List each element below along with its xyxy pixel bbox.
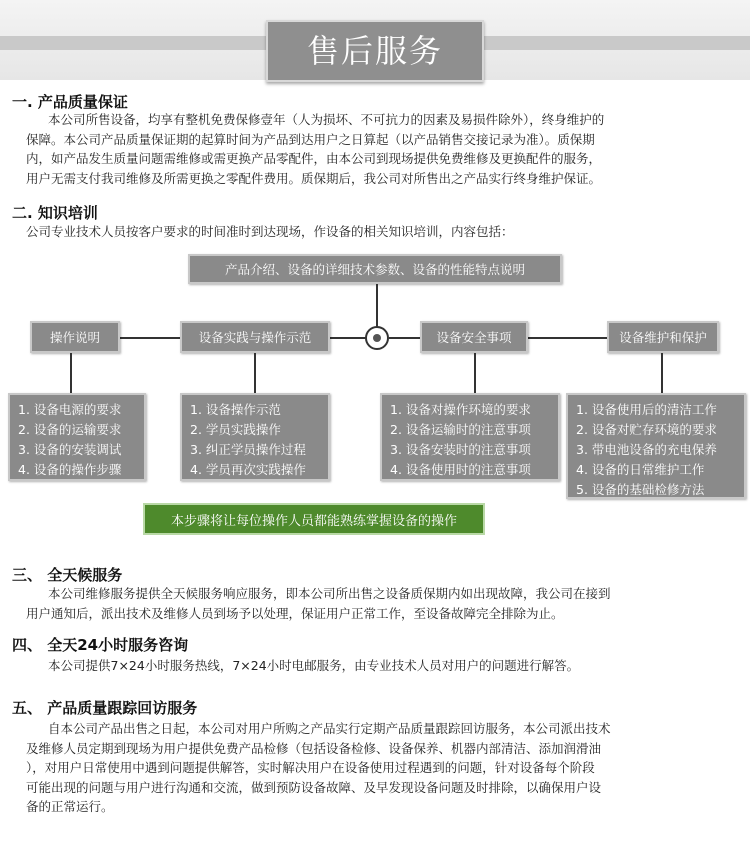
connector-line [661, 353, 663, 393]
detail-list-safety [380, 393, 560, 481]
connector-line [70, 353, 72, 393]
list-item: 2. 设备对贮存环境的要求 [576, 422, 717, 437]
list-item: 4. 设备的日常维护工作 [576, 462, 705, 477]
category-box-safety: 设备安全事项 [420, 321, 528, 353]
section-title-training: 二. 知识培训 [12, 204, 98, 222]
category-box-maintenance: 设备维护和保护 [607, 321, 719, 353]
list-item: 1. 设备对操作环境的要求 [390, 402, 531, 417]
detail-list-practice [180, 393, 330, 481]
list-item: 1. 设备电源的要求 [18, 402, 122, 417]
section-title-hotline: 四、 全天24小时服务咨询 [12, 636, 189, 654]
connector-line [474, 353, 476, 393]
paragraph-line: 备的正常运行。 [26, 799, 114, 814]
paragraph-line: 用户通知后，派出技术及维修人员到场予以处理，保证用户正常工作，至设备故障完全排除为止。 [26, 605, 564, 621]
section-body-quality [26, 110, 604, 188]
paragraph-line: 保障。本公司产品质量保证期的起算时间为产品到达用户之日算起（以产品销售交接记录为准）。质保期 [26, 131, 595, 147]
paragraph-line: 及维修人员定期到现场为用户提供免费产品检修（包括设备检修、设备保养、机器内部清洁、添加润滑油 [26, 740, 602, 756]
list-item: 2. 学员实践操作 [190, 422, 281, 437]
section-title-allday: 三、 全天候服务 [12, 566, 123, 584]
detail-list-operation [8, 393, 146, 481]
list-item: 4. 设备使用时的注意事项 [390, 462, 531, 477]
list-item: 3. 纠正学员操作过程 [190, 442, 306, 457]
section-body-followup [26, 719, 611, 817]
list-item: 1. 设备操作示范 [190, 402, 281, 417]
list-item: 5. 设备的基础检修方法 [576, 482, 705, 497]
connector-line [254, 353, 256, 393]
category-box-practice: 设备实践与操作示范 [180, 321, 330, 353]
list-item: 4. 学员再次实践操作 [190, 462, 306, 477]
list-item: 3. 设备安装时的注意事项 [390, 442, 531, 457]
section-title-followup: 五、 产品质量跟踪回访服务 [12, 699, 198, 717]
paragraph-line: 内，如产品发生质量问题需维修或需更换产品零配件，由本公司到现场提供免费维修及更换配件的服务， [26, 151, 602, 166]
category-box-operation: 操作说明 [30, 321, 120, 353]
paragraph-line: 自本公司产品出售之日起，本公司对用户所购之产品实行定期产品质量跟踪回访服务，本公司派出技术 [48, 721, 611, 736]
diagram-summary-box: 本步骤将让每位操作人员都能熟练掌握设备的操作 [143, 503, 485, 535]
page-title: 售后服务 [266, 20, 484, 82]
section-body-hotline [26, 656, 579, 676]
paragraph-line: 公司专业技术人员按客户要求的时间准时到达现场，作设备的相关知识培训，内容包括： [26, 224, 514, 239]
section-body-allday [26, 584, 611, 623]
detail-list-maintenance [566, 393, 746, 499]
paragraph-line: 本公司提供7×24小时服务热线，7×24小时电邮服务，由专业技术人员对用户的问题进行解答。 [48, 658, 580, 673]
list-item: 3. 设备的安装调试 [18, 442, 122, 457]
list-item: 3. 带电池设备的充电保养 [576, 442, 717, 457]
list-item: 1. 设备使用后的清洁工作 [576, 402, 717, 417]
paragraph-line: ），对用户日常使用中遇到问题提供解答，实时解决用户在设备使用过程遇到的问题，针对设备每个阶段 [26, 760, 595, 775]
section-body-training [26, 222, 514, 242]
connector-line [376, 284, 378, 327]
paragraph-line: 本公司所售设备，均享有整机免费保修壹年（人为损坏、不可抗力的因素及易损件除外），终身维护的 [48, 112, 605, 127]
paragraph-line: 可能出现的问题与用户进行沟通和交流，做到预防设备故障、及早发现设备问题及时排除，以确保用户设 [26, 779, 602, 795]
diagram-top-box: 产品介绍、设备的详细技术参数、设备的性能特点说明 [188, 254, 562, 284]
diagram-hub-node [365, 326, 389, 350]
list-item: 2. 设备的运输要求 [18, 422, 122, 437]
training-diagram [0, 250, 750, 550]
list-item: 2. 设备运输时的注意事项 [390, 422, 531, 437]
section-title-quality: 一. 产品质量保证 [12, 93, 128, 111]
list-item: 4. 设备的操作步骤 [18, 462, 122, 477]
paragraph-line: 用户无需支付我司维修及所需更换之零配件费用。质保期后，我公司对所售出之产品实行终身维护保证。 [26, 170, 602, 186]
paragraph-line: 本公司维修服务提供全天候服务响应服务，即本公司所出售之设备质保期内如出现故障，我公司在接到 [48, 586, 611, 601]
